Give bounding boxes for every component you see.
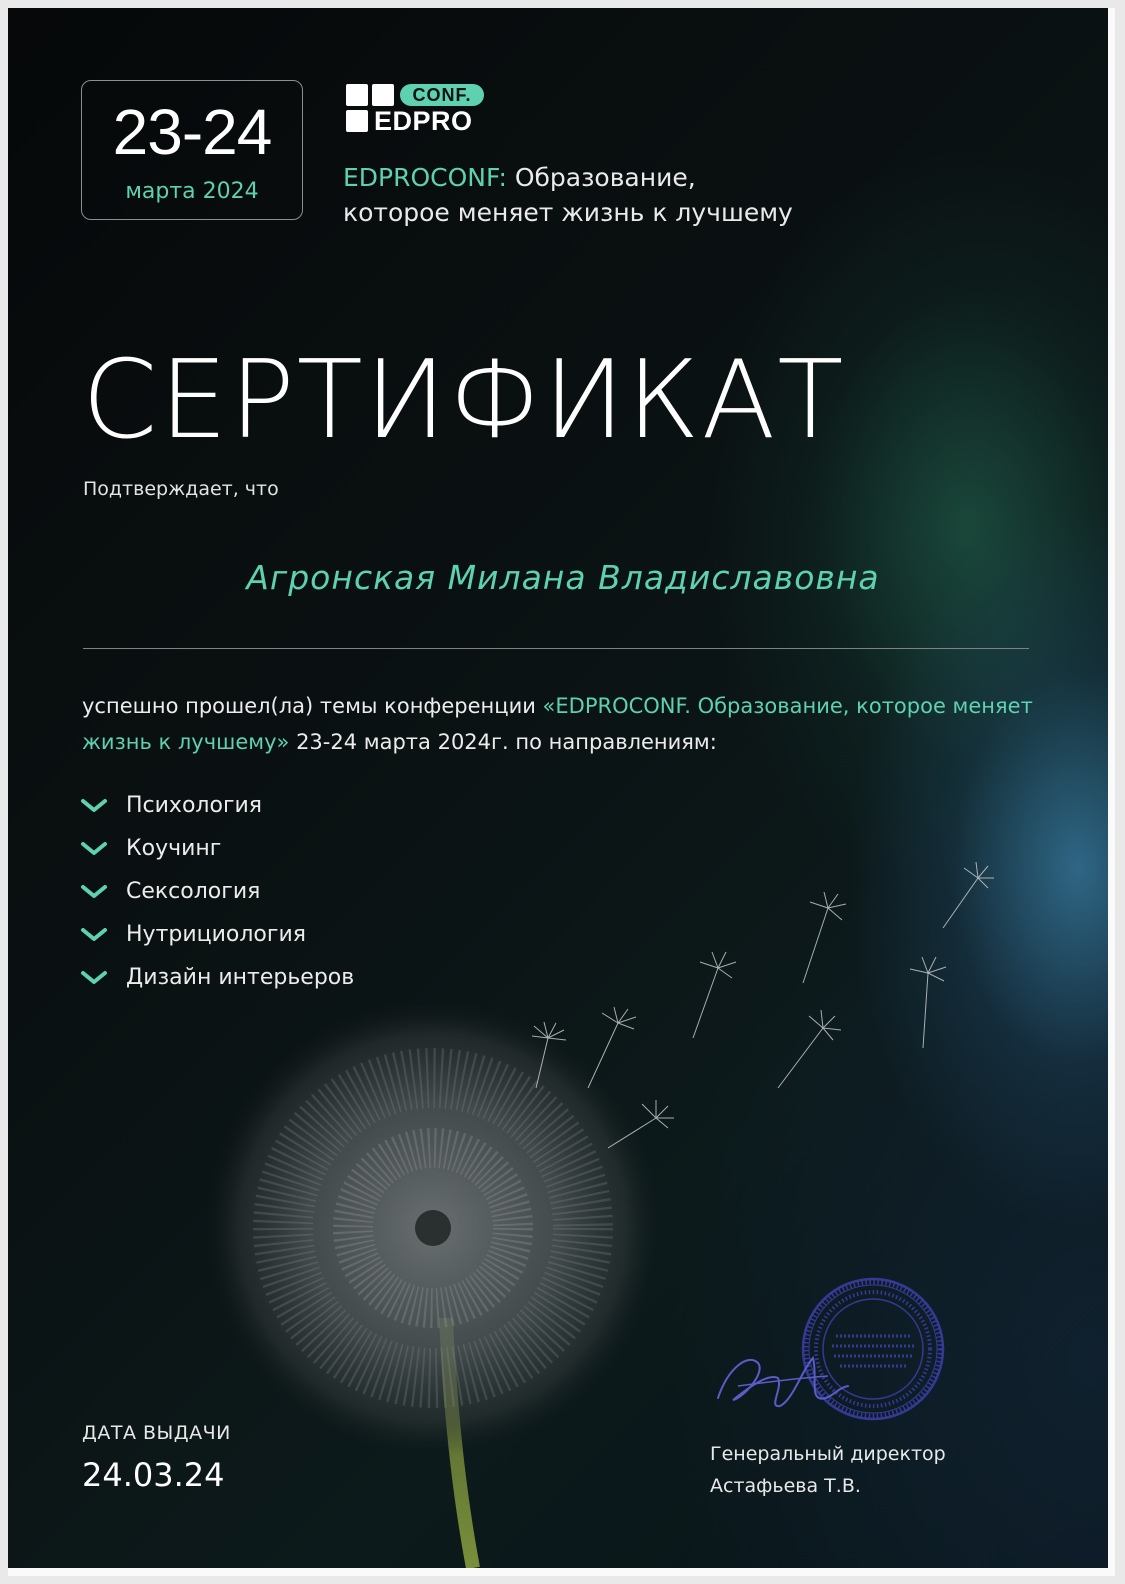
topic-label: Психология xyxy=(126,793,263,818)
tagline-line1: Образование, xyxy=(514,163,696,192)
chevron-down-icon xyxy=(80,970,108,986)
topic-label: Сексология xyxy=(126,879,261,904)
issue-date-label: ДАТА ВЫДАЧИ xyxy=(82,1422,231,1444)
chevron-down-icon xyxy=(80,884,108,900)
signature xyxy=(708,1328,858,1428)
issue-date-value: 24.03.24 xyxy=(82,1456,225,1494)
list-item xyxy=(80,913,354,956)
logo-square-icon xyxy=(346,84,368,106)
conference-tagline xyxy=(343,160,793,230)
logo-wordmark: EDPRO xyxy=(374,106,473,136)
body-conference-name: «EDPROCONF. Образование, которое меняет жизнь к лучшему» xyxy=(82,694,1033,754)
certificate-body xyxy=(82,688,1042,760)
topic-label: Нутрициология xyxy=(126,922,306,947)
chevron-down-icon xyxy=(80,798,108,814)
recipient-name: Агронская Милана Владиславовна xyxy=(246,558,880,597)
divider xyxy=(83,648,1029,649)
event-month-year: марта 2024 xyxy=(125,179,259,204)
topic-label: Дизайн интерьеров xyxy=(126,965,355,990)
tagline-line2: которое меняет жизнь к лучшему xyxy=(343,198,793,227)
flying-seeds-illustration xyxy=(488,848,1028,1168)
topic-label: Коучинг xyxy=(126,836,222,861)
body-prefix: успешно прошел(ла) темы конференции xyxy=(82,694,543,718)
page-frame xyxy=(8,8,1115,1576)
event-dates: 23-24 xyxy=(112,96,272,168)
signer-name: Астафьева Т.В. xyxy=(710,1475,861,1497)
confirm-text: Подтверждает, что xyxy=(83,478,279,500)
tagline-accent: EDPROCONF: xyxy=(343,163,507,192)
chevron-down-icon xyxy=(80,927,108,943)
certificate-title: СЕРТИФИКАТ xyxy=(82,338,846,463)
logo-square-icon xyxy=(372,84,394,106)
signer-block xyxy=(710,1438,946,1502)
chevron-down-icon xyxy=(80,841,108,857)
body-suffix: 23-24 марта 2024г. по направлениям: xyxy=(289,730,717,754)
list-item xyxy=(80,784,354,827)
logo-conf-badge: CONF. xyxy=(400,84,484,106)
logo-square-icon xyxy=(346,110,368,132)
topics-list xyxy=(80,784,354,999)
list-item xyxy=(80,870,354,913)
event-date-box xyxy=(81,80,303,220)
certificate xyxy=(8,8,1108,1568)
signer-title: Генеральный директор xyxy=(710,1443,946,1465)
list-item xyxy=(80,827,354,870)
edpro-logo xyxy=(346,82,496,138)
